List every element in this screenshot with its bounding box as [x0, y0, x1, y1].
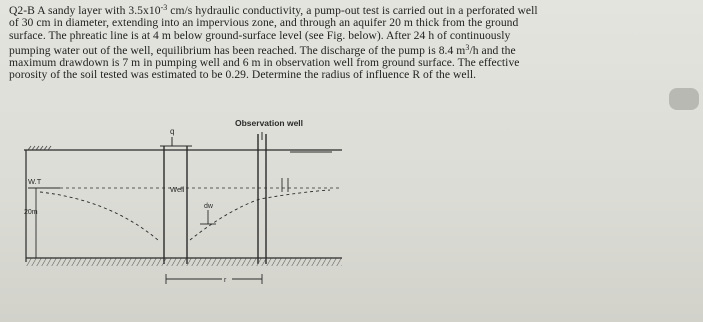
problem-line: maximum drawdown is 7 m in pumping well and 6 m in observation well from ground surface. The effective [9, 56, 520, 70]
problem-line: Q2-B A sandy layer with $3.5x10^{-3}$ cm/s hydraulic conductivity, a pump-out test is carried out in a perforated well [9, 3, 538, 17]
dw-label: dw [204, 203, 213, 210]
drawdown-curve-left [40, 192, 158, 240]
well-label: Well [170, 185, 185, 194]
depth-label: 20m [24, 209, 38, 216]
observation-well-label: Observation well [235, 118, 304, 128]
problem-line: pumping water out of the well, equilibrium has been reached. The discharge of the pump is 8.4 $m^3/h$ and the [9, 42, 516, 57]
problem-line: porosity of the soil tested was estimated to be 0.29. Determine the radius of influence R of the well. [9, 68, 477, 82]
drawdown-curve-right [190, 190, 330, 240]
problem-line: of 30 cm in diameter, extending into an impervious zone, and through an aquifer 20 m thick from the ground [9, 16, 519, 30]
impervious-layer [26, 258, 342, 266]
r-label: r [224, 277, 227, 284]
problem-line: surface. The phreatic line is at 4 m below ground-surface level (see Fig. below). After 24 h of continuously [9, 28, 511, 42]
wt-label: W.T [28, 177, 42, 186]
q-label: q [170, 127, 175, 136]
